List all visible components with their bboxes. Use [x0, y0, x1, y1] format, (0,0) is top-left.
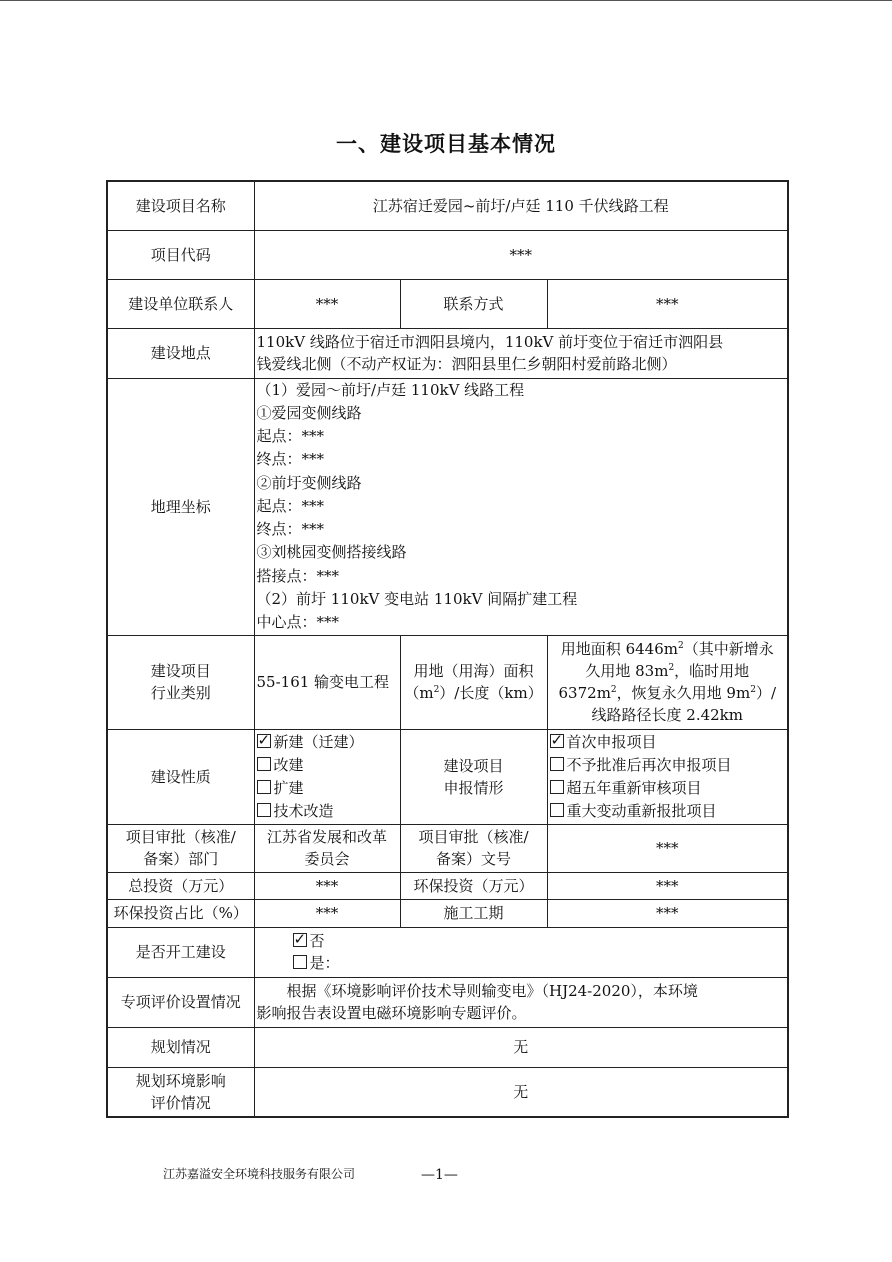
nature-option-tech[interactable] — [257, 800, 398, 823]
planning-env-label — [107, 1067, 254, 1117]
approval-dept-value-line: 江苏省发展和改革 — [266, 828, 387, 846]
coordinates-value — [254, 378, 788, 635]
env-ratio-label: 环保投资占比（%） — [107, 899, 254, 927]
coordinate-line: 终点：*** — [256, 520, 325, 539]
coordinate-line: ①爱园变侧线路 — [256, 404, 362, 423]
approval-doc-label — [400, 824, 547, 872]
env-ratio-value: *** — [254, 899, 400, 927]
checkbox-checked-icon[interactable] — [550, 734, 564, 748]
approval-doc-label-line: 项目审批（核准/ — [418, 828, 529, 846]
coordinate-line: ③刘桃园变侧搭接线路 — [256, 543, 407, 562]
coordinate-line: 起点：*** — [256, 496, 325, 515]
superscript: 2 — [610, 685, 617, 695]
coordinate-line: （2）前圩 110kV 变电站 110kV 间隔扩建工程 — [256, 589, 578, 608]
row-project-code — [107, 230, 788, 279]
location-line: 钱爱线北侧（不动产权证为：泗阳县里仁乡朝阳村爱前路北侧） — [256, 355, 677, 373]
text-part: ，临时用地 — [674, 662, 750, 680]
declaration-option-resubmit[interactable] — [550, 754, 786, 777]
option-label: 超五年重新审核项目 — [566, 778, 702, 797]
started-option-no[interactable] — [293, 930, 786, 952]
planning-label: 规划情况 — [107, 1027, 254, 1067]
declaration-options — [547, 729, 788, 824]
approval-dept-value — [254, 824, 400, 872]
land-area-value-line — [550, 682, 786, 704]
land-area-value-line — [550, 660, 786, 682]
nature-options — [254, 729, 400, 824]
row-planning-env — [107, 1067, 788, 1117]
industry-label-line: 行业类别 — [150, 684, 211, 702]
text-part: （其中新增永 — [683, 640, 774, 658]
industry-label-line: 建设项目 — [150, 662, 211, 680]
industry-value: 55-161 输变电工程 — [254, 635, 400, 729]
contact-value: *** — [254, 279, 400, 328]
project-name-value: 江苏宿迁爱园~前圩/卢廷 110 千伏线路工程 — [254, 181, 788, 230]
construction-period-value: *** — [547, 899, 788, 927]
approval-dept-value-line: 委员会 — [304, 850, 350, 868]
project-code-label: 项目代码 — [107, 230, 254, 279]
checkbox-icon[interactable] — [257, 757, 271, 771]
coordinate-line: 终点：*** — [256, 450, 325, 469]
nature-option-rebuild[interactable] — [257, 754, 398, 777]
special-text-line: 影响报告表设置电磁环境影响专题评价。 — [256, 1004, 527, 1022]
contact-method-label: 联系方式 — [400, 279, 547, 328]
row-started — [107, 927, 788, 977]
nature-option-new[interactable] — [257, 731, 398, 754]
special-text-line: 根据《环境影响评价技术导则输变电》（HJ24-2020），本环境 — [286, 982, 698, 1000]
row-coordinates — [107, 378, 788, 635]
industry-label — [107, 635, 254, 729]
declaration-label — [400, 729, 547, 824]
row-env-ratio — [107, 899, 788, 927]
checkbox-icon[interactable] — [293, 955, 307, 969]
option-label: 不予批准后再次申报项目 — [566, 755, 732, 774]
row-approval — [107, 824, 788, 872]
declaration-option-first[interactable] — [550, 731, 786, 754]
location-label: 建设地点 — [107, 328, 254, 378]
special-value — [254, 977, 788, 1027]
superscript: 2 — [750, 685, 756, 695]
superscript: 2 — [668, 663, 675, 673]
row-location — [107, 328, 788, 378]
land-area-value-line: 线路路径长度 2.42km — [591, 706, 743, 724]
approval-doc-label-line: 备案）文号 — [435, 850, 511, 868]
declaration-option-major-change[interactable] — [550, 800, 786, 823]
row-industry — [107, 635, 788, 729]
checkbox-icon[interactable] — [550, 757, 564, 771]
planning-env-value: 无 — [254, 1067, 788, 1117]
location-value — [254, 328, 788, 378]
option-label: 否 — [309, 932, 325, 950]
coordinate-line: 中心点：*** — [256, 612, 340, 631]
land-area-label-line: 用地（用海）面积 — [413, 662, 534, 680]
page-number: —1— — [421, 1167, 458, 1183]
project-info-table — [106, 180, 789, 1118]
row-project-name — [107, 181, 788, 230]
text-part: ，恢复永久用地 9m — [616, 684, 751, 702]
land-area-value — [547, 635, 788, 729]
coordinate-line: 搭接点：*** — [256, 566, 340, 585]
checkbox-icon[interactable] — [257, 780, 271, 794]
planning-value: 无 — [254, 1027, 788, 1067]
row-contact — [107, 279, 788, 328]
coordinate-line: 起点：*** — [256, 427, 325, 446]
text-part: 用地面积 6446m — [560, 640, 678, 658]
option-label: 改建 — [273, 755, 304, 774]
checkbox-icon[interactable] — [550, 803, 564, 817]
contact-label: 建设单位联系人 — [107, 279, 254, 328]
row-nature — [107, 729, 788, 824]
coordinate-line: （1）爱园～前圩/卢廷 110kV 线路工程 — [256, 380, 525, 399]
project-code-value: *** — [254, 230, 788, 279]
option-label: 扩建 — [273, 778, 304, 797]
started-options — [254, 927, 788, 977]
investment-label: 总投资（万元） — [107, 872, 254, 899]
construction-period-label: 施工工期 — [400, 899, 547, 927]
option-label: 技术改造 — [273, 801, 334, 820]
nature-option-expand[interactable] — [257, 777, 398, 800]
nature-label: 建设性质 — [107, 729, 254, 824]
env-investment-value: *** — [547, 872, 788, 899]
planning-env-label-line: 评价情况 — [150, 1093, 211, 1112]
text-part: 6372m — [558, 684, 611, 702]
row-planning — [107, 1027, 788, 1067]
approval-dept-label-line: 备案）部门 — [143, 850, 219, 868]
page-title: 一、建设项目基本情况 — [336, 132, 556, 156]
superscript: 2 — [433, 685, 440, 695]
approval-doc-value: *** — [547, 824, 788, 872]
project-name-label: 建设项目名称 — [107, 181, 254, 230]
top-border-line — [0, 0, 892, 1]
option-label: 新建（迁建） — [273, 732, 364, 751]
started-label: 是否开工建设 — [107, 927, 254, 977]
contact-method-value: *** — [547, 279, 788, 328]
footer-company: 江苏嘉溢安全环境科技服务有限公司 — [163, 1167, 356, 1181]
option-label: 是： — [309, 954, 340, 972]
row-investment — [107, 872, 788, 899]
env-investment-label: 环保投资（万元） — [400, 872, 547, 899]
declaration-option-five-year[interactable] — [550, 777, 786, 800]
text-part: ）/长度（km） — [439, 684, 543, 702]
declaration-label-line: 建设项目 — [443, 756, 504, 775]
special-label: 专项评价设置情况 — [107, 977, 254, 1027]
checkbox-checked-icon[interactable] — [257, 734, 271, 748]
coordinates-label: 地理坐标 — [107, 378, 254, 635]
text-part: ）/ — [755, 684, 776, 702]
declaration-label-line: 申报情形 — [443, 778, 504, 797]
option-label: 首次申报项目 — [566, 732, 657, 751]
land-area-value-line — [550, 638, 786, 660]
started-option-yes[interactable] — [293, 952, 786, 974]
land-area-label — [400, 635, 547, 729]
text-part: 久用地 83m — [585, 662, 669, 680]
land-area-label-line — [403, 682, 545, 704]
location-line: 110kV 线路位于宿迁市泗阳县境内，110kV 前圩变位于宿迁市泗阳县 — [256, 333, 724, 351]
approval-dept-label-line: 项目审批（核准/ — [125, 828, 236, 846]
planning-env-label-line: 规划环境影响 — [135, 1071, 226, 1090]
checkbox-icon[interactable] — [550, 780, 564, 794]
text-part: （m — [404, 684, 434, 702]
checkbox-icon[interactable] — [257, 803, 271, 817]
superscript: 2 — [677, 641, 684, 651]
investment-value: *** — [254, 872, 400, 899]
coordinate-line: ②前圩变侧线路 — [256, 473, 362, 492]
approval-dept-label — [107, 824, 254, 872]
checkbox-checked-icon[interactable] — [293, 933, 307, 947]
row-special — [107, 977, 788, 1027]
option-label: 重大变动重新报批项目 — [566, 801, 717, 820]
